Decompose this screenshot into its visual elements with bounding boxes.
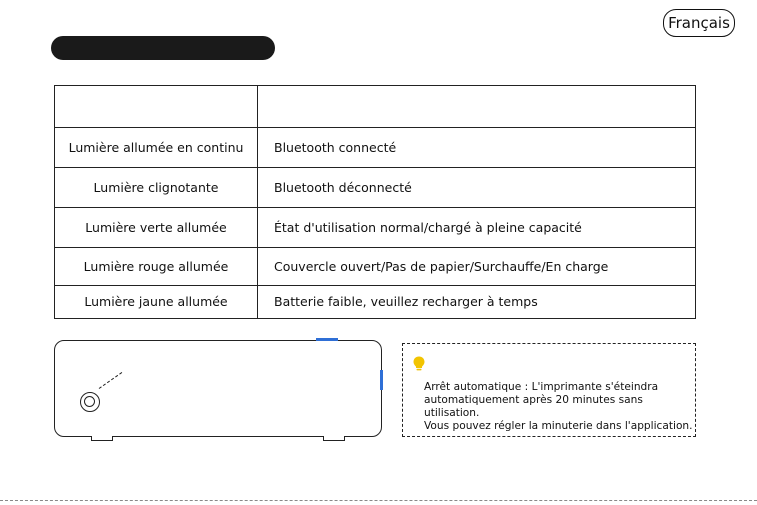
tip-box: [402, 343, 696, 437]
description-cell: Couvercle ouvert/Pas de papier/Surchauffe/En charge: [274, 258, 609, 274]
device-accent-side: [380, 370, 383, 390]
description-cell: Bluetooth déconnecté: [274, 179, 412, 195]
table-row: [55, 285, 695, 318]
printer-illustration: [54, 340, 382, 437]
table-row: [55, 207, 695, 248]
callout-line: [99, 372, 123, 389]
description-cell: Bluetooth connecté: [274, 139, 397, 155]
table-row: [55, 167, 695, 208]
device-accent-top: [316, 338, 338, 341]
description-cell: Batterie faible, veuillez recharger à temps: [274, 294, 538, 309]
state-cell: Lumière clignotante: [93, 179, 219, 195]
language-badge: Français: [663, 9, 735, 37]
description-cell: État d'utilisation normal/chargé à pleine capacité: [274, 219, 582, 235]
tip-text: Arrêt automatique : L'imprimante s'éteindra automatiquement après 20 minutes sans utilisation. Vous pouvez régler la minuterie dans l'application.: [424, 381, 693, 432]
state-cell: Lumière verte allumée: [85, 219, 227, 235]
table-row: [55, 247, 695, 286]
device-foot-left: [91, 436, 113, 441]
indicator-table: [54, 85, 696, 319]
table-row: [55, 127, 695, 168]
table-header-row: [55, 86, 695, 128]
lightbulb-icon: [413, 356, 425, 372]
device-foot-right: [323, 436, 345, 441]
state-cell: Lumière rouge allumée: [83, 258, 229, 274]
state-cell: Lumière allumée en continu: [68, 139, 244, 155]
section-title-bar: [51, 36, 275, 60]
bottom-divider: [0, 500, 757, 501]
power-button-icon: [80, 392, 100, 412]
state-cell: Lumière jaune allumée: [84, 294, 228, 309]
